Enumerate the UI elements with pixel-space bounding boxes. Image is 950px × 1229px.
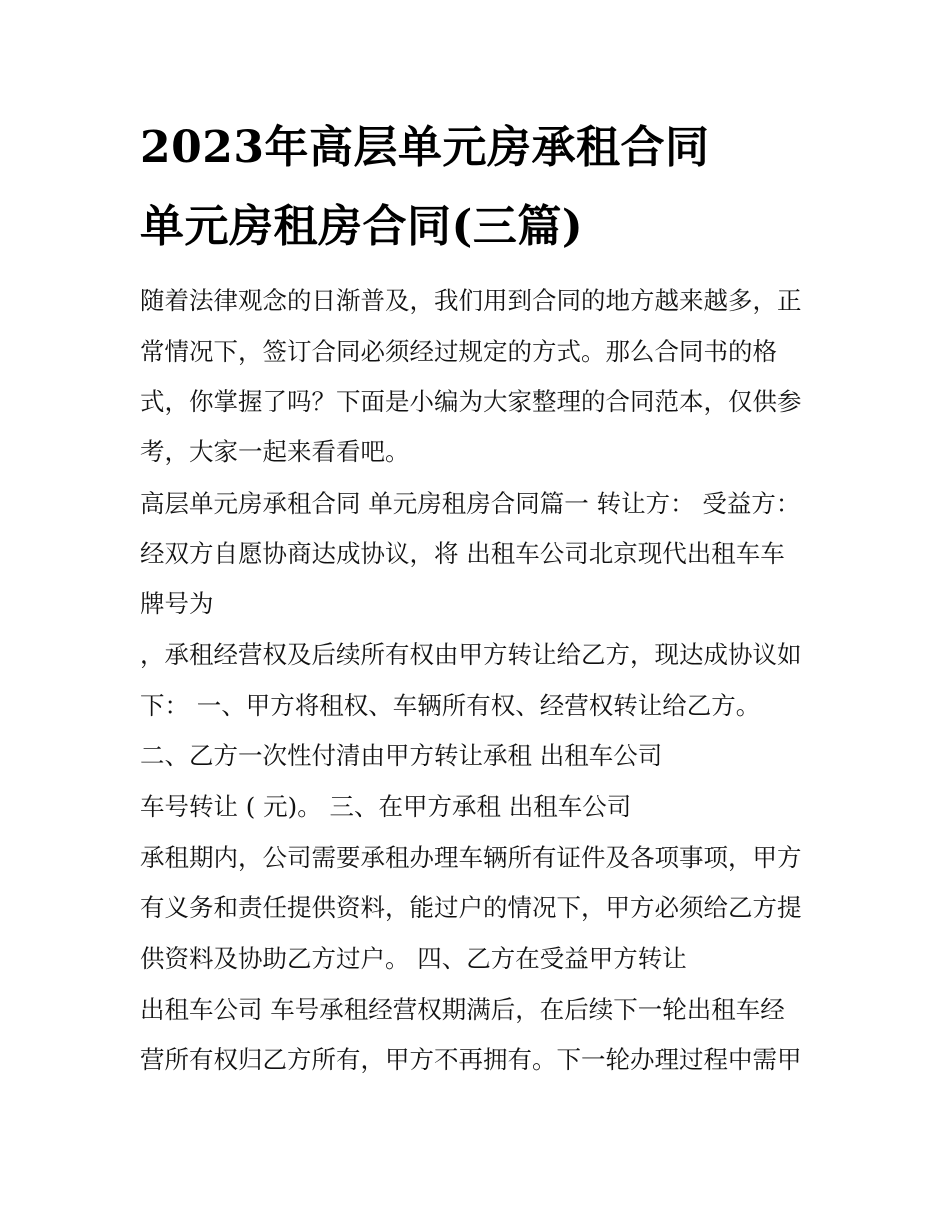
body-text-line: 承租期内，公司需要承租办理车辆所有证件及各项事项，甲方 [140,843,802,872]
document-title-line-1: 2023年高层单元房承租合同 [140,122,710,173]
body-text-line: 经双方自愿协商达成协议，将 出租车公司北京现代出租车车 [140,539,785,568]
body-text-line: ，承租经营权及后续所有权由甲方转让给乙方，现达成协议如 [140,640,802,669]
body-text-line: 二、乙方一次性付清由甲方转让承租 出租车公司 [140,741,663,770]
body-text-line: 车号转让 ( 元)。 三、在甲方承租 出租车公司 [140,792,632,821]
body-text-line: 营所有权归乙方所有，甲方不再拥有。下一轮办理过程中需甲 [140,1045,802,1074]
body-text-line: 式，你掌握了吗？下面是小编为大家整理的合同范本，仅供参 [140,387,802,416]
body-text-line: 高层单元房承租合同 单元房租房合同篇一 转让方： 受益方： [140,489,801,518]
body-text-line: 牌号为 [140,589,214,618]
document-title-line-2: 单元房租房合同(三篇) [140,201,584,252]
body-text-line: 出租车公司 车号承租经营权期满后，在后续下一轮出租车经 [140,995,785,1024]
body-text-line: 有义务和责任提供资料，能过户的情况下，甲方必须给乙方提 [140,893,802,922]
body-text-line: 考，大家一起来看看吧。 [140,437,410,466]
body-text-line: 随着法律观念的日渐普及，我们用到合同的地方越来越多，正 [140,286,802,315]
body-text-line: 常情况下，签订合同必须经过规定的方式。那么合同书的格 [140,337,777,366]
body-text-line: 下： 一、甲方将租权、车辆所有权、经营权转让给乙方。 [140,691,761,720]
body-text-line: 供资料及协助乙方过户。 四、乙方在受益甲方转让 [140,944,687,973]
